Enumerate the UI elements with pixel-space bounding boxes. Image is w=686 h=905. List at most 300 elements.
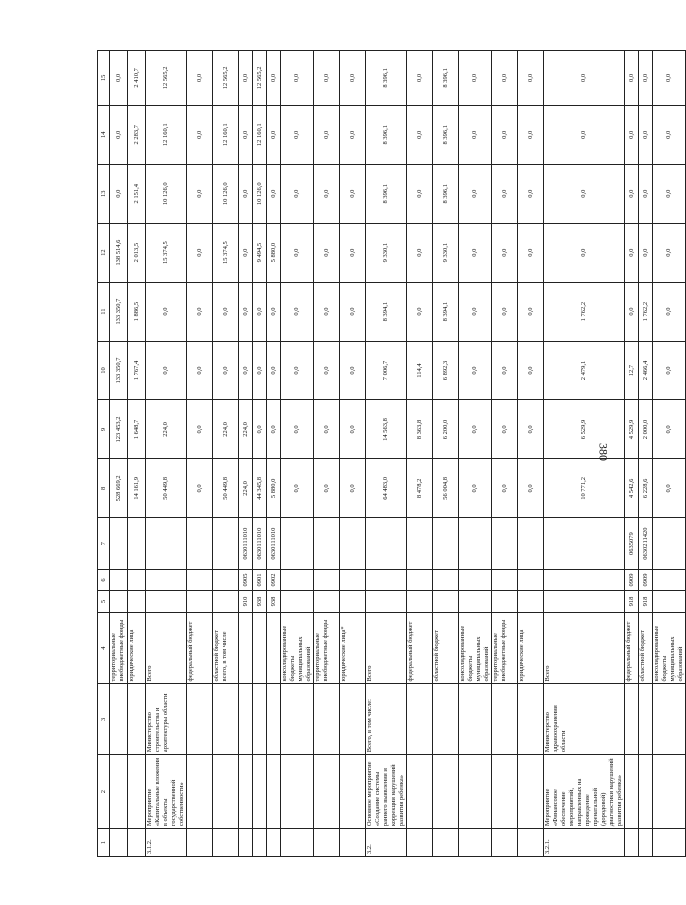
text-cell (639, 684, 653, 755)
text-cell: Основное мероприятие «Создание системы раннего выявления и коррекции нарушений развития ребенка» (366, 755, 407, 829)
table-row (625, 51, 639, 857)
table-row (146, 51, 187, 857)
text-cell (267, 612, 281, 684)
amount-cell: 0,0 (239, 51, 253, 106)
amount-cell: 1 648,7 (128, 400, 146, 459)
budget-code-cell (407, 591, 433, 612)
amount-cell: 0,0 (544, 51, 625, 106)
amount-cell: 8 363,8 (407, 400, 433, 459)
text-cell (653, 755, 686, 829)
text-cell (187, 755, 213, 829)
text-cell: областной бюджет (639, 612, 653, 684)
amount-cell: 0,0 (267, 51, 281, 106)
table-row (267, 51, 281, 857)
budget-code-cell (459, 518, 492, 569)
budget-code-cell (187, 591, 213, 612)
amount-cell: 0,0 (518, 51, 544, 106)
text-cell: консолидированные бюджеты муниципальных образований (653, 612, 686, 684)
text-cell (267, 829, 281, 857)
text-cell: территориальные внебюджетные фонды (492, 612, 518, 684)
text-cell (110, 829, 128, 857)
table-row (314, 51, 340, 857)
amount-cell: 0,0 (110, 164, 128, 223)
amount-cell: 8 396,1 (433, 51, 459, 106)
amount-cell: 64 483,0 (366, 459, 407, 518)
amount-cell: 6 200,0 (433, 400, 459, 459)
budget-code-cell (492, 569, 518, 590)
budget-code-cell (213, 591, 239, 612)
column-header: 9 (98, 400, 110, 459)
amount-cell: 2 000,0 (639, 400, 653, 459)
budget-code-cell (213, 518, 239, 569)
budget-code-cell: 0630111010 (267, 518, 281, 569)
amount-cell: 0,0 (653, 105, 686, 164)
amount-cell: 0,0 (639, 105, 653, 164)
amount-cell: 0,0 (239, 341, 253, 400)
budget-code-cell (187, 569, 213, 590)
amount-cell: 0,0 (314, 105, 340, 164)
amount-cell: 0,0 (314, 164, 340, 223)
text-cell (625, 829, 639, 857)
table-row (544, 51, 625, 857)
amount-cell: 0,0 (653, 282, 686, 341)
column-header-row (98, 51, 110, 857)
budget-code-cell (340, 569, 366, 590)
amount-cell: 0,0 (625, 282, 639, 341)
text-cell (492, 684, 518, 755)
text-cell (407, 755, 433, 829)
text-cell (459, 755, 492, 829)
text-cell (239, 612, 253, 684)
amount-cell: 0,0 (407, 105, 433, 164)
text-cell (267, 684, 281, 755)
budget-code-cell (492, 518, 518, 569)
amount-cell: 50 449,8 (146, 459, 187, 518)
text-cell (340, 829, 366, 857)
amount-cell: 0,0 (314, 282, 340, 341)
amount-cell: 12 565,2 (146, 51, 187, 106)
text-cell: областной бюджет (433, 612, 459, 684)
budget-code-cell (314, 569, 340, 590)
amount-cell: 0,0 (281, 51, 314, 106)
amount-cell: 12 160,1 (146, 105, 187, 164)
column-header: 13 (98, 164, 110, 223)
text-cell: Всего, в том числе: (366, 684, 407, 755)
budget-code-cell (128, 591, 146, 612)
budget-code-cell (433, 518, 459, 569)
budget-code-cell: 0630211420 (639, 518, 653, 569)
amount-cell: 10 126,0 (253, 164, 267, 223)
budget-code-cell (146, 591, 187, 612)
amount-cell: 0,0 (407, 164, 433, 223)
amount-cell: 0,0 (492, 51, 518, 106)
text-cell (518, 684, 544, 755)
amount-cell: 0,0 (213, 282, 239, 341)
table-row (366, 51, 407, 857)
amount-cell: 9 330,1 (366, 223, 407, 282)
budget-code-cell: 938 (253, 591, 267, 612)
budget-code-cell (653, 569, 686, 590)
text-cell (340, 684, 366, 755)
column-header: 2 (98, 755, 110, 829)
text-cell (187, 684, 213, 755)
table-row (407, 51, 433, 857)
budget-code-cell (366, 518, 407, 569)
amount-cell: 0,0 (281, 223, 314, 282)
text-cell (281, 755, 314, 829)
amount-cell: 0,0 (267, 164, 281, 223)
amount-cell: 0,0 (459, 400, 492, 459)
amount-cell: 10 126,0 (146, 164, 187, 223)
amount-cell: 8 478,2 (407, 459, 433, 518)
amount-cell: 6 529,9 (544, 400, 625, 459)
amount-cell: 0,0 (518, 400, 544, 459)
budget-code-cell: 938 (267, 591, 281, 612)
text-cell: 3.2.1. (544, 829, 625, 857)
amount-cell: 0,0 (340, 459, 366, 518)
amount-cell: 0,0 (492, 400, 518, 459)
text-cell: юридические лица* (340, 612, 366, 684)
budget-code-cell (518, 569, 544, 590)
amount-cell: 0,0 (639, 164, 653, 223)
budget-code-cell: 0635079 (625, 518, 639, 569)
budget-code-cell (213, 569, 239, 590)
amount-cell: 8 394,1 (433, 282, 459, 341)
budget-code-cell: 0901 (253, 569, 267, 590)
budget-code-cell (128, 569, 146, 590)
budget-code-cell (492, 591, 518, 612)
budget-code-cell (544, 569, 625, 590)
text-cell (239, 755, 253, 829)
amount-cell: 0,0 (281, 341, 314, 400)
text-cell (110, 755, 128, 829)
amount-cell: 0,0 (340, 341, 366, 400)
budget-code-cell (653, 518, 686, 569)
amount-cell: 50 449,8 (213, 459, 239, 518)
text-cell: Мероприятие «Капитальные вложения в объекты государственной собственности» (146, 755, 187, 829)
text-cell (213, 755, 239, 829)
text-cell (267, 755, 281, 829)
column-header: 7 (98, 518, 110, 569)
amount-cell: 0,0 (281, 105, 314, 164)
table-row (653, 51, 686, 857)
amount-cell: 0,0 (187, 164, 213, 223)
amount-cell: 0,0 (267, 341, 281, 400)
text-cell: 3.2. (366, 829, 407, 857)
budget-code-cell: 0905 (239, 569, 253, 590)
budget-code-cell (146, 569, 187, 590)
amount-cell: 0,0 (267, 282, 281, 341)
amount-cell: 0,0 (492, 341, 518, 400)
amount-cell: 0,0 (459, 51, 492, 106)
amount-cell: 0,0 (340, 282, 366, 341)
amount-cell: 0,0 (653, 459, 686, 518)
text-cell: Всего (544, 612, 625, 684)
budget-code-cell: 0909 (639, 569, 653, 590)
amount-cell: 0,0 (518, 282, 544, 341)
column-header: 6 (98, 569, 110, 590)
budget-code-cell (366, 591, 407, 612)
text-cell (110, 684, 128, 755)
amount-cell: 0,0 (407, 223, 433, 282)
text-cell (518, 829, 544, 857)
amount-cell: 2 479,1 (544, 341, 625, 400)
column-header: 15 (98, 51, 110, 106)
column-header: 4 (98, 612, 110, 684)
amount-cell: 0,0 (544, 223, 625, 282)
amount-cell: 8 396,1 (366, 164, 407, 223)
table-row (239, 51, 253, 857)
amount-cell: 0,0 (110, 51, 128, 106)
table-body (110, 51, 686, 857)
column-header: 14 (98, 105, 110, 164)
text-cell: территориальные внебюджетные фонды (110, 612, 128, 684)
amount-cell: 0,0 (187, 223, 213, 282)
page-number: 380 (596, 443, 611, 461)
amount-cell: 14 563,8 (366, 400, 407, 459)
amount-cell: 0,0 (187, 459, 213, 518)
column-header: 10 (98, 341, 110, 400)
amount-cell: 0,0 (518, 459, 544, 518)
text-cell (653, 829, 686, 857)
amount-cell: 224,0 (239, 459, 253, 518)
amount-cell: 0,0 (459, 459, 492, 518)
amount-cell: 0,0 (110, 105, 128, 164)
amount-cell: 0,0 (267, 400, 281, 459)
text-cell: 3.1.2. (146, 829, 187, 857)
text-cell (239, 684, 253, 755)
budget-code-cell (110, 569, 128, 590)
amount-cell: 138 514,6 (110, 223, 128, 282)
amount-cell: 8 396,1 (366, 105, 407, 164)
budget-code-cell (314, 518, 340, 569)
table-row (253, 51, 267, 857)
table-row (459, 51, 492, 857)
amount-cell: 0,0 (281, 164, 314, 223)
amount-cell: 0,0 (459, 105, 492, 164)
budget-code-cell (366, 569, 407, 590)
amount-cell: 4 529,9 (625, 400, 639, 459)
amount-cell: 0,0 (625, 51, 639, 106)
amount-cell: 0,0 (314, 341, 340, 400)
amount-cell: 0,0 (239, 223, 253, 282)
amount-cell: 0,0 (187, 105, 213, 164)
amount-cell: 0,0 (314, 400, 340, 459)
amount-cell: 0,0 (213, 341, 239, 400)
amount-cell: 0,0 (253, 400, 267, 459)
amount-cell: 528 669,2 (110, 459, 128, 518)
amount-cell: 0,0 (653, 51, 686, 106)
budget-code-cell (187, 518, 213, 569)
amount-cell: 0,0 (340, 164, 366, 223)
amount-cell: 2 466,4 (639, 341, 653, 400)
budget-code-cell (407, 569, 433, 590)
amount-cell: 9 494,5 (253, 223, 267, 282)
amount-cell: 0,0 (340, 223, 366, 282)
text-cell (340, 755, 366, 829)
amount-cell: 0,0 (187, 400, 213, 459)
budget-code-cell: 0902 (267, 569, 281, 590)
amount-cell: 12 565,2 (253, 51, 267, 106)
budget-code-cell (518, 518, 544, 569)
text-cell (653, 684, 686, 755)
text-cell: консолидированные бюджеты муниципальных образований (459, 612, 492, 684)
amount-cell: 2 013,5 (128, 223, 146, 282)
budget-code-cell (340, 591, 366, 612)
text-cell: юридические лица (128, 612, 146, 684)
amount-cell: 0,0 (146, 341, 187, 400)
text-cell (459, 684, 492, 755)
amount-cell: 133 350,7 (110, 341, 128, 400)
text-cell: Министерство строительства и архитектуры области (146, 684, 187, 755)
table-row (128, 51, 146, 857)
text-cell: федеральный бюджет (407, 612, 433, 684)
amount-cell: 0,0 (239, 105, 253, 164)
text-cell (314, 829, 340, 857)
column-header: 5 (98, 591, 110, 612)
amount-cell: 0,0 (340, 400, 366, 459)
text-cell: юридические лица (518, 612, 544, 684)
text-cell: консолидированные бюджеты муниципальных образований (281, 612, 314, 684)
amount-cell: 0,0 (625, 105, 639, 164)
amount-cell: 10 126,0 (213, 164, 239, 223)
budget-code-cell (110, 591, 128, 612)
amount-cell: 0,0 (459, 164, 492, 223)
amount-cell: 0,0 (653, 400, 686, 459)
amount-cell: 0,0 (625, 223, 639, 282)
amount-cell: 0,0 (407, 51, 433, 106)
text-cell (518, 755, 544, 829)
column-header: 11 (98, 282, 110, 341)
amount-cell: 0,0 (239, 164, 253, 223)
amount-cell: 224,0 (213, 400, 239, 459)
text-cell (314, 755, 340, 829)
amount-cell: 0,0 (653, 223, 686, 282)
text-cell (187, 829, 213, 857)
amount-cell: 15 374,5 (146, 223, 187, 282)
budget-code-cell: 0909 (625, 569, 639, 590)
text-cell (314, 684, 340, 755)
amount-cell: 0,0 (340, 105, 366, 164)
text-cell (459, 829, 492, 857)
table-row (110, 51, 128, 857)
text-cell (625, 684, 639, 755)
amount-cell: 224,0 (239, 400, 253, 459)
budget-code-cell (459, 591, 492, 612)
text-cell (433, 755, 459, 829)
amount-cell: 0,0 (314, 459, 340, 518)
amount-cell: 1 767,4 (128, 341, 146, 400)
text-cell: федеральный бюджет (625, 612, 639, 684)
budget-code-cell: 918 (625, 591, 639, 612)
budget-code-cell (433, 569, 459, 590)
amount-cell: 0,0 (253, 341, 267, 400)
amount-cell: 0,0 (492, 223, 518, 282)
budget-code-cell (407, 518, 433, 569)
budget-table (97, 50, 686, 857)
amount-cell: 10 771,2 (544, 459, 625, 518)
text-cell (213, 829, 239, 857)
amount-cell: 8 396,1 (366, 51, 407, 106)
amount-cell: 0,0 (639, 51, 653, 106)
text-cell: Всего (146, 612, 187, 684)
amount-cell: 14 161,9 (128, 459, 146, 518)
amount-cell: 12,7 (625, 341, 639, 400)
text-cell (492, 755, 518, 829)
amount-cell: 0,0 (492, 105, 518, 164)
amount-cell: 0,0 (544, 164, 625, 223)
text-cell (281, 684, 314, 755)
amount-cell: 0,0 (492, 282, 518, 341)
budget-code-cell (433, 591, 459, 612)
amount-cell: 8 394,1 (366, 282, 407, 341)
amount-cell: 114,4 (407, 341, 433, 400)
text-cell: Мероприятие «Финансовое обеспечение мероприятий, направленных на проведение пренатальной (дородовой) диагностики нарушений развития ребенка» (544, 755, 625, 829)
amount-cell: 0,0 (625, 164, 639, 223)
budget-code-cell (314, 591, 340, 612)
text-cell (213, 684, 239, 755)
budget-code-cell (281, 569, 314, 590)
column-header: 3 (98, 684, 110, 755)
amount-cell: 2 151,4 (128, 164, 146, 223)
amount-cell: 0,0 (187, 341, 213, 400)
amount-cell: 6 892,3 (433, 341, 459, 400)
amount-cell: 8 396,1 (433, 105, 459, 164)
amount-cell: 0,0 (267, 105, 281, 164)
amount-cell: 0,0 (281, 459, 314, 518)
amount-cell: 0,0 (239, 282, 253, 341)
text-cell: федеральный бюджет (187, 612, 213, 684)
amount-cell: 0,0 (544, 105, 625, 164)
table-row (639, 51, 653, 857)
amount-cell: 4 542,6 (625, 459, 639, 518)
amount-cell: 0,0 (492, 459, 518, 518)
amount-cell: 0,0 (314, 51, 340, 106)
amount-cell: 7 006,7 (366, 341, 407, 400)
amount-cell: 1 762,2 (639, 282, 653, 341)
budget-code-cell (340, 518, 366, 569)
budget-code-cell (281, 591, 314, 612)
amount-cell: 12 565,2 (213, 51, 239, 106)
text-cell (128, 829, 146, 857)
text-cell (639, 755, 653, 829)
amount-cell: 0,0 (459, 341, 492, 400)
budget-code-cell (110, 518, 128, 569)
amount-cell: 2 410,7 (128, 51, 146, 106)
budget-code-cell (518, 591, 544, 612)
amount-cell: 1 762,2 (544, 282, 625, 341)
amount-cell: 12 160,1 (213, 105, 239, 164)
budget-code-cell: 0630111010 (253, 518, 267, 569)
table-row (187, 51, 213, 857)
text-cell (128, 755, 146, 829)
text-cell (128, 684, 146, 755)
amount-cell: 15 374,5 (213, 223, 239, 282)
amount-cell: 0,0 (407, 282, 433, 341)
budget-code-cell (544, 591, 625, 612)
amount-cell: 0,0 (314, 223, 340, 282)
amount-cell: 0,0 (518, 164, 544, 223)
text-cell (433, 684, 459, 755)
amount-cell: 8 396,1 (433, 164, 459, 223)
amount-cell: 0,0 (253, 282, 267, 341)
column-header: 12 (98, 223, 110, 282)
budget-code-cell (459, 569, 492, 590)
amount-cell: 0,0 (459, 223, 492, 282)
amount-cell: 5 880,0 (267, 459, 281, 518)
text-cell: областной бюджет всего, в том числе (213, 612, 239, 684)
text-cell (253, 755, 267, 829)
